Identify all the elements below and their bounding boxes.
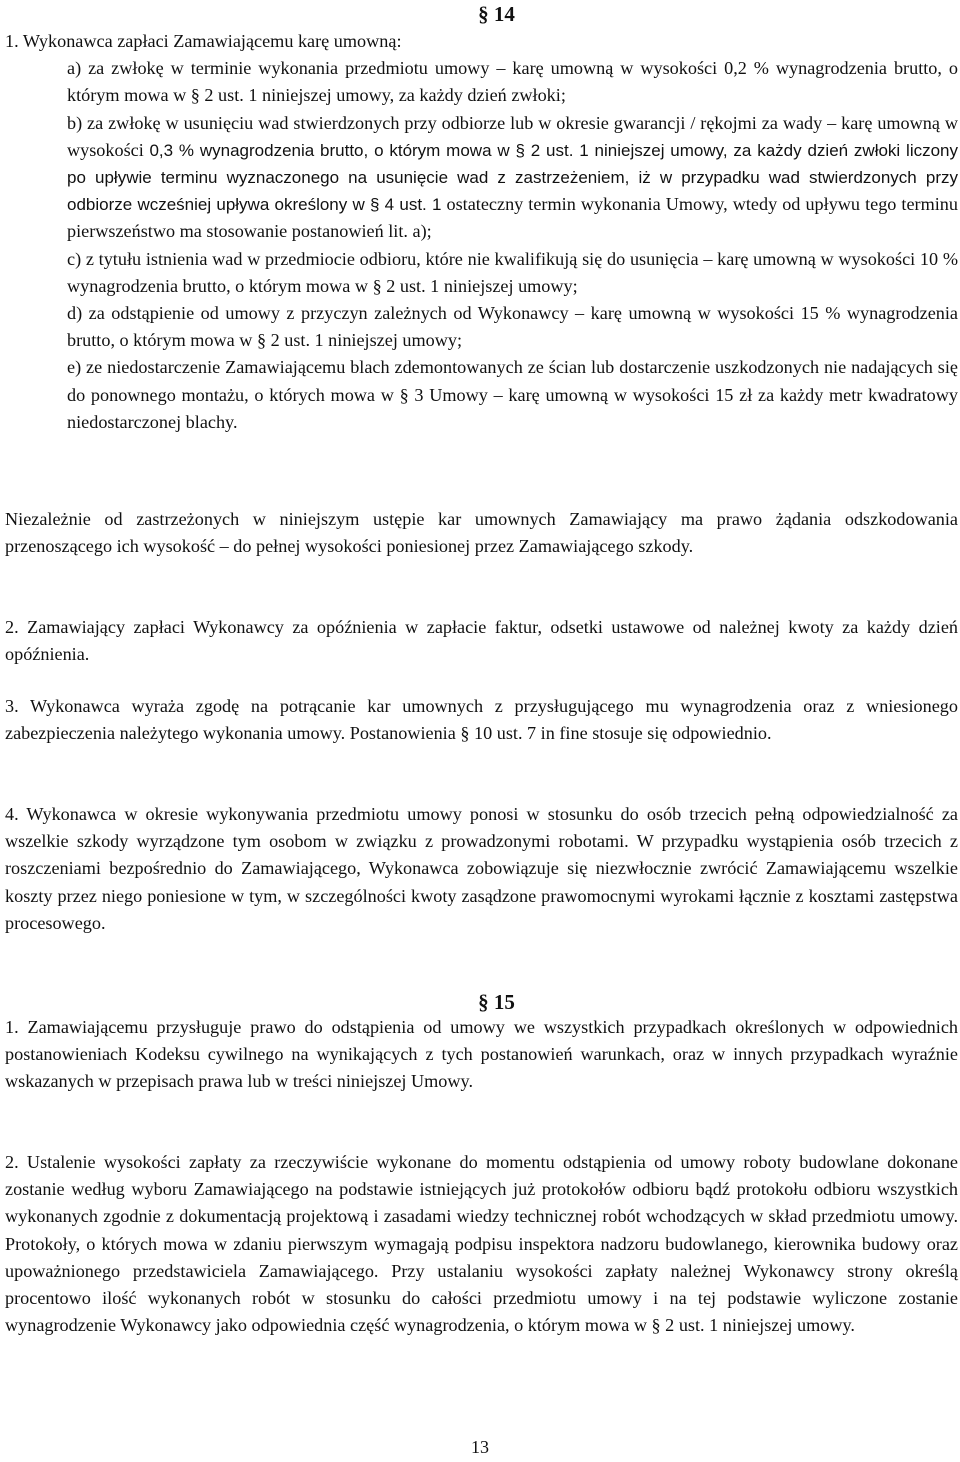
independent-paragraph: Niezależnie od zastrzeżonych w niniejszym ustępie kar umownych Zamawiający ma prawo żądania odszkodowania przenoszącego ich wysokość – do pełnej wysokości poniesionej przez Zamawiającego szkody. [5,509,958,557]
section-14-item-3 [5,693,958,747]
item-1-c: c) z tytułu istnienia wad w przedmiocie odbioru, które nie kwalifikują się do usunięcia – karę umowną w wysokości 10 % wynagrodzenia brutto, o którym mowa w § 2 ust. 1 niniejszej umowy; [67,248,958,296]
item-4-paragraph: 4. Wykonawca w okresie wykonywania przedmiotu umowy ponosi w stosunku do osób trzecich pełną odpowiedzialność za wszelkie szkody wyrządzone tym osobom w związku z prowadzonymi robotami. W przypadku wystąpienia osób trzecich z roszczeniami bezpośrednio do Zamawiającego, Wykonawca zobowiązuje się niezwłocznie zwrócić Zamawiającemu wszelkie koszty przez niego poniesione w tym, w szczególności kwoty zasądzone prawomocnymi wyrokami łącznie z kosztami zastępstwa procesowego. [5,804,958,933]
section-15-title: § 15 [478,990,515,1014]
item-1-a: a) za zwłokę w terminie wykonania przedmiotu umowy – karę umowną w wysokości 0,2 % wynagrodzenia brutto, o którym mowa w § 2 ust. 1 niniejszej umowy, za każdy dzień zwłoki; [67,58,958,106]
section-14-item-4 [5,801,958,937]
section-14-item-1 [5,28,958,436]
section-15-item-1 [5,1014,958,1096]
section-14-item-2 [5,614,958,668]
item-1-b-part-2: 0,3 % wynagrodzenia brutto, o którym mowa w § 2 ust. 1 niniejszej umowy, za każdy dzień zwłoki liczony po upływie terminu wyznaczonego na usunięcie wad z zastrzeżeniem, iż w przypadku wad stwierdzonych przy odbiorze wcześniej upływa określony w § 4 ust. 1 [67,140,959,215]
s15-item-1-paragraph: 1. Zamawiającemu przysługuje prawo do odstąpienia od umowy we wszystkich przypadkach określonych w odpowiednich postanowieniach Kodeksu cywilnego na wynikających z tych postanowień warunkach, oraz w innych przypadkach wyraźnie wskazanych w przepisach prawa lub w treści niniejszej Umowy. [5,1017,958,1092]
item-1-intro: 1. Wykonawca zapłaci Zamawiającemu karę umowną: [5,31,402,51]
section-14-independent [5,506,958,560]
section-15-item-2 [5,1149,958,1339]
item-2-paragraph: 2. Zamawiający zapłaci Wykonawcy za opóźnienia w zapłacie faktur, odsetki ustawowe od należnej kwoty za każdy dzień opóźnienia. [5,617,958,665]
item-1-b-part-1: b) za zwłokę w usunięciu wad stwierdzonych przy odbiorze lub w okresie gwarancji / rękojmi za wady – karę umowną w wysokości [67,112,958,160]
s15-item-2-paragraph: 2. Ustalenie wysokości zapłaty za rzeczywiście wykonane do momentu odstąpienia od umowy roboty budowlane dokonane zostanie według wyboru Zamawiającego na podstawie istniejących już protokołów odbioru bądź protokołu odbioru wszystkich wykonanych zgodnie z dokumentacją projektową i zasadami wiedzy technicznej robót wchodzących w skład przedmiotu umowy. Protokoły, o których mowa w zdaniu pierwszym wymagają podpisu inspektora nadzoru budowlanego, kierownika budowy oraz upoważnionego przedstawiciela Zamawiającego. Przy ustalaniu wysokości zapłaty należnej Wykonawcy strony określą procentowo ilość wykonanych robót w stosunku do całości przedmiotu umowy i na tej podstawie wyliczone zostanie wynagrodzenie Wykonawcy jako odpowiednia część wynagrodzenia, o którym mowa w § 2 ust. 1 niniejszej umowy. [5,1152,958,1336]
item-1-d: d) za odstąpienie od umowy z przyczyn zależnych od Wykonawcy – karę umowną w wysokości 15 % wynagrodzenia brutto, o którym mowa w § 2 ust. 1 niniejszej umowy; [67,303,958,351]
section-14-title: § 14 [478,2,515,26]
item-1-e: e) ze niedostarczenie Zamawiającemu blach zdemontowanych ze ścian lub dostarczenie uszkodzonych nie nadających się do ponownego montażu, o których mowa w § 3 Umowy – karę umowną w wysokości 15 zł za każdy metr kwadratowy niedostarczonej blachy. [67,357,958,432]
item-1-b-part-3: ostateczny termin wykonania Umowy, wtedy od upływu tego terminu pierwszeństwo ma stosowanie postanowień lit. a); [67,194,958,242]
item-1-b [5,110,958,246]
page-number: 13 [471,1437,489,1457]
item-3-paragraph: 3. Wykonawca wyraża zgodę na potrącanie kar umownych z przysługującego mu wynagrodzenia oraz z wniesionego zabezpieczenia należytego wykonania umowy. Postanowienia § 10 ust. 7 in fine stosuje się odpowiednio. [5,696,958,744]
